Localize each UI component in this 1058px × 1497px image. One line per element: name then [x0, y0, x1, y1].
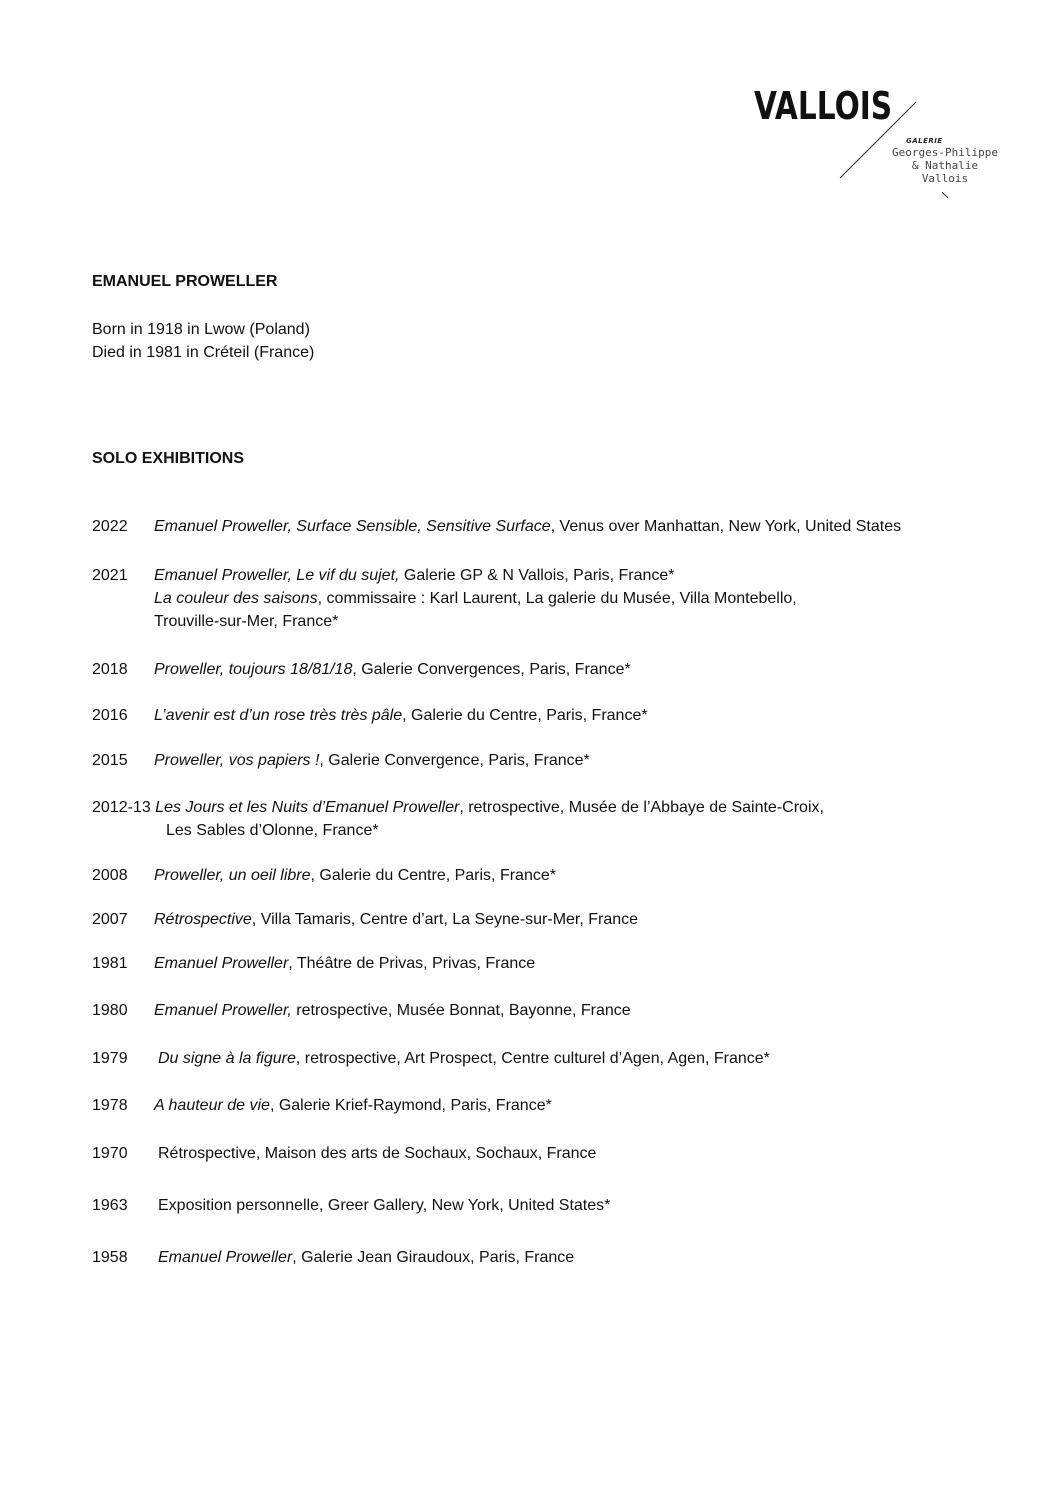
- exhibition-year: 2008: [92, 867, 128, 884]
- exhibition-entry: [92, 564, 1022, 633]
- exhibition-entry: [92, 515, 1022, 538]
- exhibition-description: [154, 864, 1022, 887]
- exhibition-year: 1979: [92, 1050, 128, 1067]
- exhibition-details: , Venus over Manhattan, New York, United States: [550, 518, 902, 535]
- exhibition-details: , Théâtre de Privas, Privas, France: [288, 955, 536, 972]
- exhibition-details: Les Sables d’Olonne, France*: [166, 822, 379, 839]
- exhibition-entry: [92, 908, 1022, 931]
- logo-galerie-label: GALERIE: [906, 137, 943, 145]
- exhibition-entry: [92, 952, 1022, 975]
- exhibition-description: [158, 1142, 1022, 1165]
- logo-owner-names: [886, 146, 1004, 185]
- logo-tick-icon: [942, 192, 948, 198]
- exhibition-entry: [92, 658, 1022, 681]
- exhibition-entry: [92, 1246, 1022, 1269]
- exhibition-title: La couleur des saisons: [154, 590, 318, 607]
- exhibition-title: Emanuel Proweller, Le vif du sujet,: [154, 567, 400, 584]
- exhibition-year: 2021: [92, 567, 128, 584]
- exhibition-entry: [92, 1142, 1022, 1165]
- exhibition-details: , Villa Tamaris, Centre d’art, La Seyne-sur-Mer, France: [251, 911, 639, 928]
- exhibition-details: , retrospective, Art Prospect, Centre culturel d’Agen, Agen, France*: [295, 1050, 770, 1067]
- exhibition-details: Galerie GP & N Vallois, Paris, France*: [399, 567, 675, 584]
- exhibition-entry: [92, 749, 1022, 772]
- exhibition-details: , Galerie du Centre, Paris, France*: [402, 707, 648, 724]
- exhibition-description: [158, 1246, 1022, 1269]
- exhibition-year: 1978: [92, 1097, 128, 1114]
- exhibition-details: , Galerie Jean Giraudoux, Paris, France: [292, 1249, 575, 1266]
- exhibition-year: 2018: [92, 661, 128, 678]
- exhibition-description: [154, 564, 1022, 633]
- exhibition-description: [154, 515, 1022, 538]
- exhibition-year: 1958: [92, 1249, 128, 1266]
- exhibition-entry: [92, 1094, 1022, 1117]
- exhibition-description: [154, 999, 1022, 1022]
- exhibition-title: Proweller, toujours 18/81/18: [154, 661, 353, 678]
- exhibition-details: , Galerie Convergence, Paris, France*: [319, 752, 590, 769]
- exhibition-title: Du signe à la figure: [158, 1050, 296, 1067]
- exhibition-title: Proweller, un oeil libre: [154, 867, 311, 884]
- exhibition-description: [92, 796, 1022, 842]
- exhibition-title: Les Jours et les Nuits d’Emanuel Proweller: [155, 799, 460, 816]
- exhibition-year: 1970: [92, 1145, 128, 1162]
- exhibition-details: , Galerie Krief-Raymond, Paris, France*: [269, 1097, 552, 1114]
- exhibition-title: L’avenir est d’un rose très très pâle: [154, 707, 403, 724]
- died-line: Died in 1981 in Créteil (France): [92, 344, 315, 361]
- exhibition-title: Proweller, vos papiers !: [154, 752, 320, 769]
- artist-name: EMANUEL PROWELLER: [92, 273, 278, 290]
- exhibition-year: 2022: [92, 518, 128, 535]
- section-heading-solo: SOLO EXHIBITIONS: [92, 450, 245, 467]
- exhibition-details: , Galerie Convergences, Paris, France*: [352, 661, 631, 678]
- logo-line-2: & Nathalie: [911, 159, 979, 172]
- exhibition-description: [154, 1094, 1022, 1117]
- exhibition-year: 1981: [92, 955, 128, 972]
- exhibition-details: Rétrospective, Maison des arts de Sochaux, Sochaux, France: [158, 1145, 597, 1162]
- exhibition-entry: [92, 796, 1022, 842]
- exhibition-description: [154, 704, 1022, 727]
- exhibition-details: retrospective, Musée Bonnat, Bayonne, France: [291, 1002, 631, 1019]
- born-line: Born in 1918 in Lwow (Poland): [92, 321, 310, 338]
- exhibition-title: Rétrospective: [154, 911, 252, 928]
- logo-line-1: Georges-Philippe: [892, 146, 998, 159]
- artist-bio: [92, 318, 314, 364]
- exhibition-details: , Galerie du Centre, Paris, France*: [310, 867, 556, 884]
- exhibition-details: Exposition personnelle, Greer Gallery, New York, United States*: [158, 1197, 611, 1214]
- exhibition-entry: [92, 704, 1022, 727]
- exhibition-entry: [92, 1194, 1022, 1217]
- exhibition-description: [154, 952, 1022, 975]
- exhibition-year: 1980: [92, 1002, 128, 1019]
- exhibition-title: Emanuel Proweller: [158, 1249, 293, 1266]
- exhibition-details: , commissaire : Karl Laurent, La galerie du Musée, Villa Montebello,: [317, 590, 797, 607]
- exhibition-description: [158, 1194, 1022, 1217]
- exhibition-year: 2015: [92, 752, 128, 769]
- exhibition-details: Trouville-sur-Mer, France*: [154, 613, 339, 630]
- exhibition-entry: [92, 1047, 1022, 1070]
- exhibition-title: Emanuel Proweller: [154, 955, 289, 972]
- exhibition-description: [154, 749, 1022, 772]
- exhibition-description: [154, 658, 1022, 681]
- exhibition-description: [154, 908, 1022, 931]
- logo-line-3: Vallois: [921, 172, 969, 185]
- exhibition-year: 2012-13: [92, 799, 151, 816]
- exhibition-title: Emanuel Proweller,: [154, 1002, 292, 1019]
- exhibition-year: 1963: [92, 1197, 128, 1214]
- exhibition-entry: [92, 864, 1022, 887]
- exhibition-details: , retrospective, Musée de l’Abbaye de Sainte-Croix,: [459, 799, 824, 816]
- exhibition-title: A hauteur de vie: [154, 1097, 270, 1114]
- logo-wordmark: VALLOIS: [754, 84, 893, 128]
- exhibition-year: 2007: [92, 911, 128, 928]
- exhibition-entry: [92, 999, 1022, 1022]
- exhibition-title: Emanuel Proweller, Surface Sensible, Sensitive Surface: [154, 518, 551, 535]
- exhibition-description: [158, 1047, 1022, 1070]
- exhibition-year: 2016: [92, 707, 128, 724]
